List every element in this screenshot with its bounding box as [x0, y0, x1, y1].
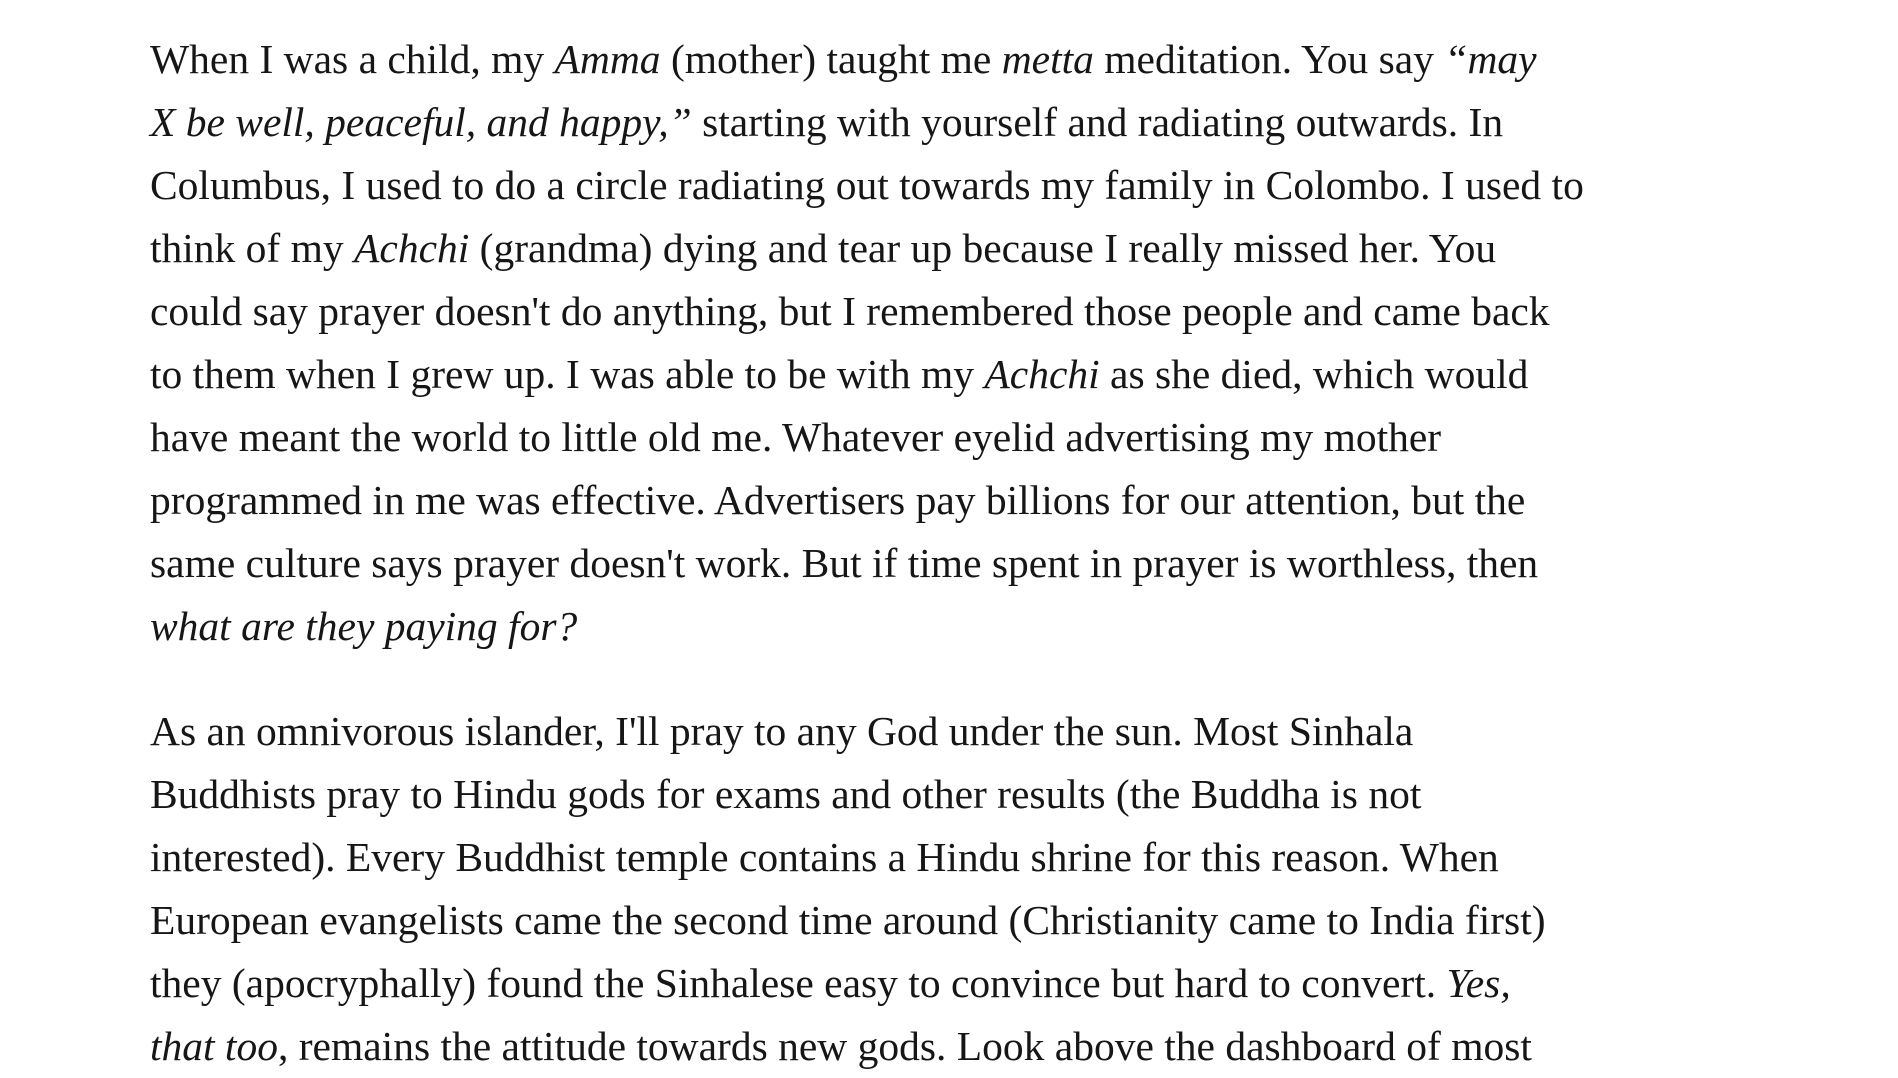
text-line	[150, 889, 1750, 952]
italic-text: Amma	[554, 36, 661, 82]
paragraph	[150, 700, 1750, 1078]
text-run: they (apocryphally) found the Sinhalese easy to convince but hard to convert.	[150, 960, 1447, 1006]
text-run: , remains the attitude towards new gods. Look above the dashboard of most	[277, 1023, 1532, 1069]
text-line	[150, 826, 1750, 889]
article-body	[150, 28, 1750, 1078]
italic-text: Achchi	[354, 225, 470, 271]
text-line	[150, 217, 1750, 280]
text-run: same culture says prayer doesn't work. But if time spent in prayer is worthless, then	[150, 540, 1539, 586]
text-line	[150, 154, 1750, 217]
italic-text: “may	[1444, 36, 1537, 82]
italic-text: X be well, peaceful, and happy,”	[150, 99, 692, 145]
text-run: (grandma) dying and tear up because I really missed her. You	[469, 225, 1497, 271]
text-run: interested). Every Buddhist temple contains a Hindu shrine for this reason. When	[150, 834, 1499, 880]
text-run: have meant the world to little old me. Whatever eyelid advertising my mother	[150, 414, 1442, 460]
text-line	[150, 91, 1750, 154]
text-line	[150, 763, 1750, 826]
italic-text: that too	[150, 1023, 278, 1069]
italic-text: metta	[1001, 36, 1094, 82]
text-run: Columbus, I used to do a circle radiating out towards my family in Colombo. I used to	[150, 162, 1584, 208]
italic-text: what are they paying for?	[150, 603, 578, 649]
paragraph	[150, 28, 1750, 658]
text-line	[150, 595, 1750, 658]
text-run: could say prayer doesn't do anything, but I remembered those people and came back	[150, 288, 1550, 334]
text-line	[150, 469, 1750, 532]
text-run: as she died, which would	[1099, 351, 1529, 397]
text-run: to them when I grew up. I was able to be with my	[150, 351, 985, 397]
text-line	[150, 1015, 1750, 1078]
text-run: (mother) taught me	[660, 36, 1002, 82]
text-line	[150, 28, 1750, 91]
text-line	[150, 406, 1750, 469]
text-run: meditation. You say	[1093, 36, 1445, 82]
text-line	[150, 700, 1750, 763]
text-run: starting with yourself and radiating outwards. In	[691, 99, 1504, 145]
text-run: Buddhists pray to Hindu gods for exams and other results (the Buddha is not	[150, 771, 1422, 817]
text-line	[150, 952, 1750, 1015]
text-run: When I was a child, my	[150, 36, 555, 82]
text-run: European evangelists came the second time around (Christianity came to India first)	[150, 897, 1546, 943]
text-line	[150, 343, 1750, 406]
italic-text: Yes,	[1446, 960, 1511, 1006]
text-line	[150, 532, 1750, 595]
text-line	[150, 280, 1750, 343]
text-run: programmed in me was effective. Advertisers pay billions for our attention, but the	[150, 477, 1526, 523]
italic-text: Achchi	[984, 351, 1100, 397]
text-run: As an omnivorous islander, I'll pray to any God under the sun. Most Sinhala	[150, 708, 1414, 754]
text-run: think of my	[150, 225, 355, 271]
